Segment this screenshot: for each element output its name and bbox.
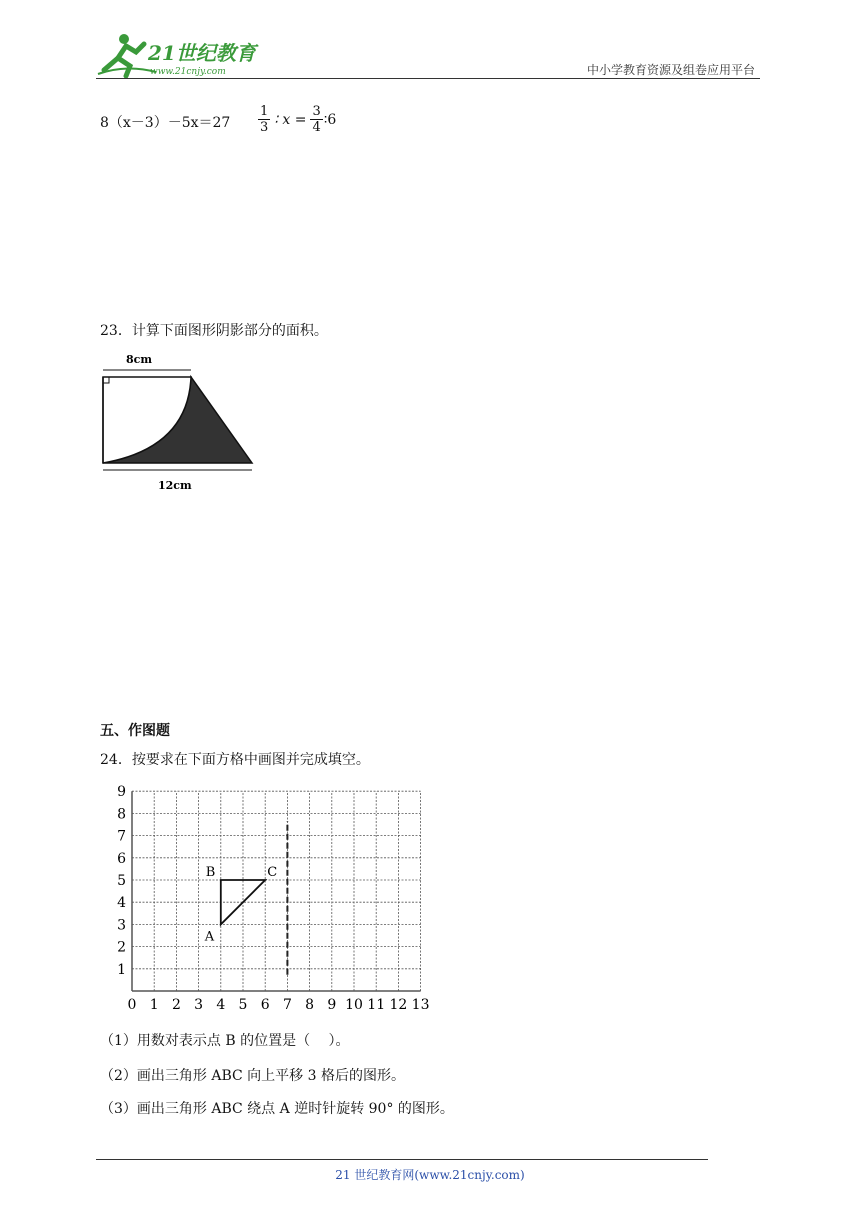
fraction-2: $\frac{3}{4}$ [312,104,321,135]
question-23: 23．计算下面图形阴影部分的面积。 [100,323,328,339]
footer-text: 21 世纪教育网(www.21cnjy.com) [335,1168,525,1182]
fraction-1: $\frac{1}{3}$ [260,104,269,135]
y-tick-label: 8 [117,806,126,823]
x-tick-label: 4 [216,997,226,1013]
shaded-area-figure [98,350,263,502]
equation-2-middle: ∶ x = [274,111,307,128]
y-tick-label: 5 [117,873,126,889]
x-tick-label: 3 [194,997,204,1013]
y-tick-label: 1 [117,961,126,978]
y-tick-label: 7 [117,828,126,845]
y-tick-label: 4 [117,895,126,912]
site-logo [96,30,266,80]
question-24: 24．按要求在下面方格中画图并完成填空。 [100,752,370,768]
y-tick-label: 3 [117,917,126,934]
question-24-part-2: （2）画出三角形 ABC 向上平移 3 格后的图形。 [100,1068,405,1084]
x-tick-label: 11 [367,997,386,1013]
question-24-part-3: （3）画出三角形 ABC 绕点 A 逆时针旋转 90° 的图形。 [100,1101,454,1117]
logo-text: 21世纪教育 [148,41,256,65]
y-tick-label: 6 [117,850,126,867]
x-tick-label: 5 [238,997,248,1013]
logo-url: www.21cnjy.com [150,67,226,77]
coordinate-grid [110,783,440,1017]
x-tick-label: 0 [127,997,137,1013]
point-label-c: C [267,865,278,880]
equation-2-tail: ∶6 [323,111,337,128]
footer-divider [96,1159,708,1160]
bottom-length-label: 12cm [158,479,192,492]
equation-2 [257,104,336,135]
x-tick-label: 9 [327,997,337,1013]
x-tick-label: 2 [171,997,181,1013]
x-tick-label: 1 [149,997,159,1013]
y-tick-label: 2 [117,939,126,956]
point-label-b: B [205,865,216,880]
x-tick-label: 10 [345,997,363,1013]
x-tick-label: 12 [389,997,408,1013]
x-tick-label: 13 [411,997,430,1013]
equation-1: 8（x－3）－5x＝27 [100,115,231,131]
x-tick-label: 8 [305,997,315,1013]
section-title: 五、作图题 [100,723,170,739]
question-24-part-1: （1）用数对表示点 B 的位置是（ ）。 [100,1033,350,1049]
top-length-label: 8cm [126,353,152,366]
x-tick-label: 6 [260,997,270,1013]
header-platform-text: 中小学教育资源及组卷应用平台 [586,63,755,77]
x-tick-label: 7 [282,997,292,1013]
header-divider [96,78,760,79]
point-label-a: A [204,929,215,945]
y-tick-label: 9 [117,784,126,801]
